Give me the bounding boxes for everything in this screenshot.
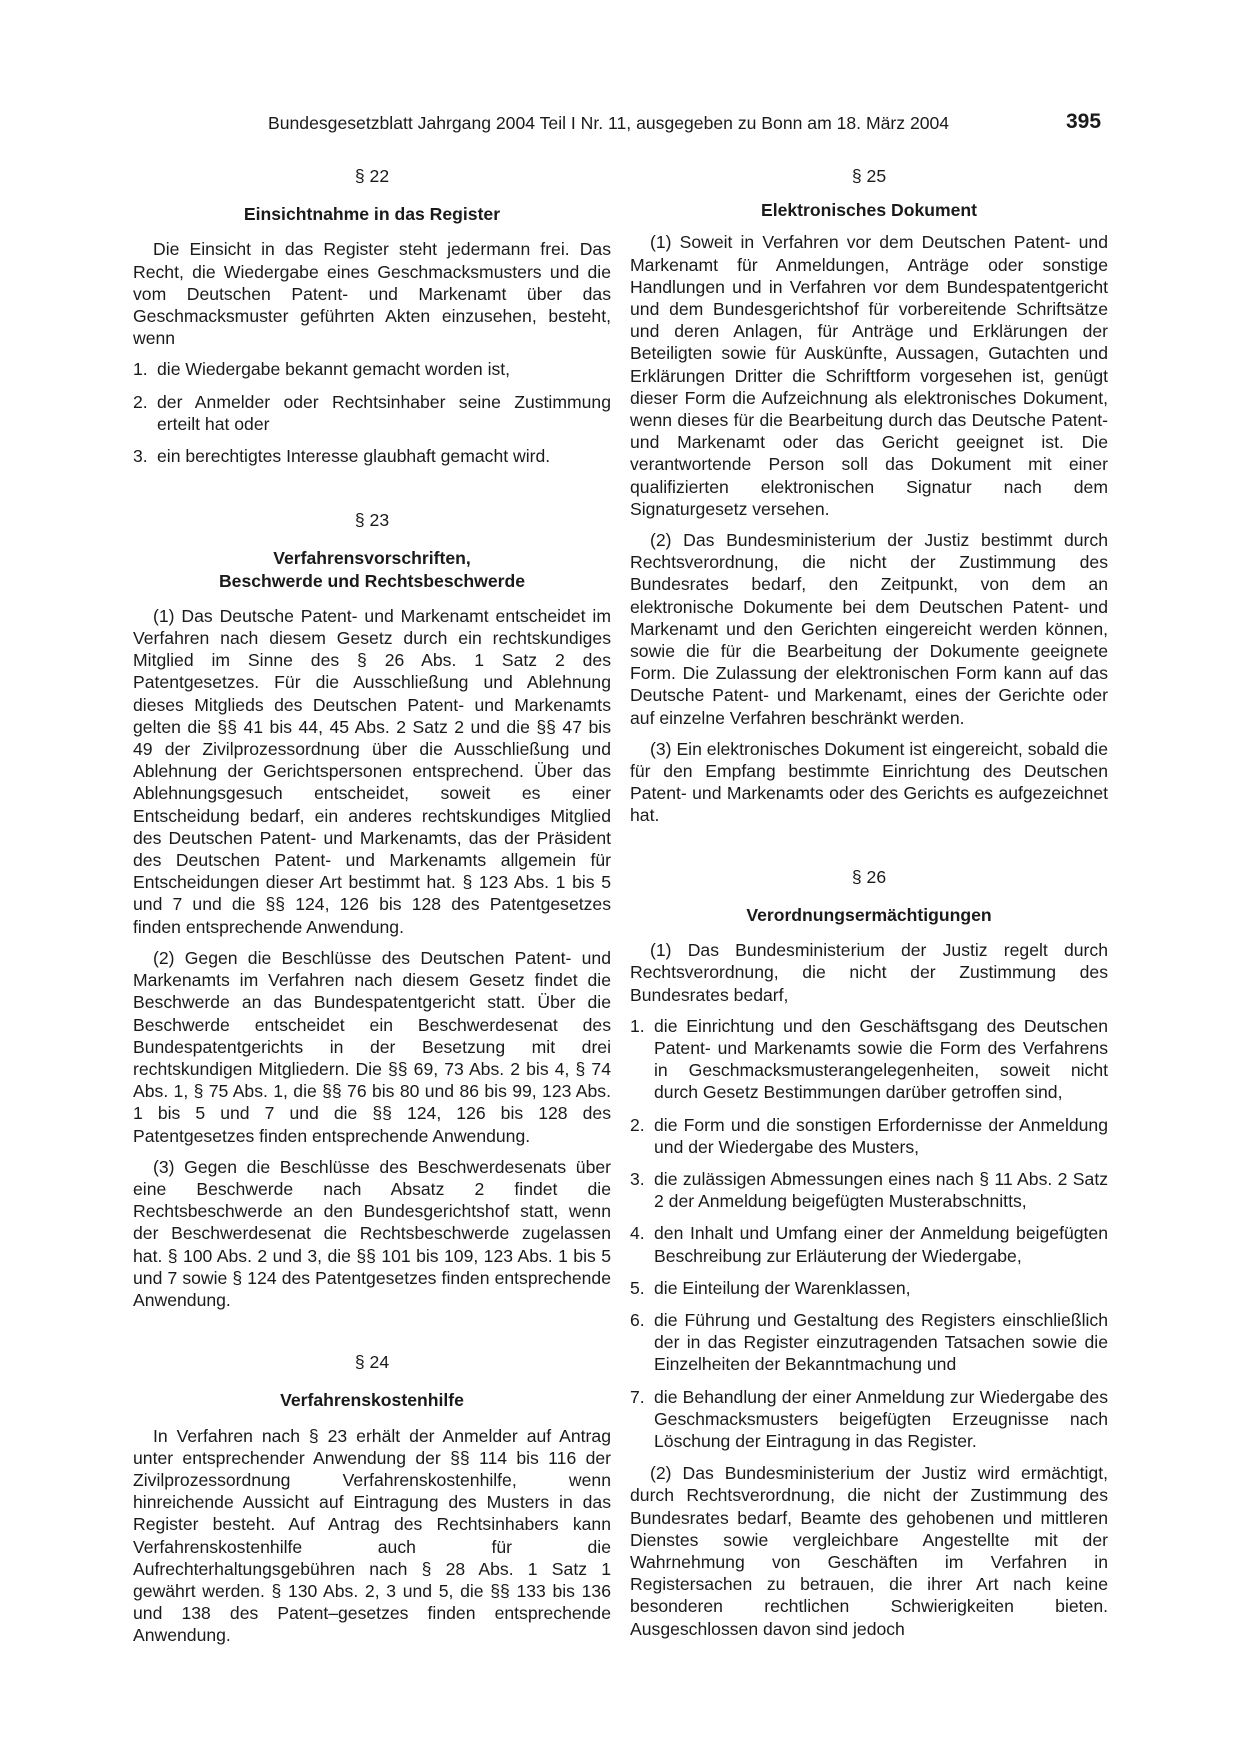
list-item [630, 1015, 1108, 1104]
list-item [133, 358, 611, 380]
item-number: 5. [630, 1277, 645, 1298]
section-title: Verordnungsermächtigungen [746, 904, 992, 925]
paragraph: Die Einsicht in das Register steht jedermann frei. Das Recht, die Wiedergabe eines Geschmacksmusters und die vom Deutschen Patent- und Markenamt über das Geschmacksmuster geführten Akten einzusehen, besteht, wenn [133, 239, 611, 349]
item-text: die Form und die sonstigen Erfordernisse der Anmeldung und der Wiedergabe des Musters, [654, 1114, 1108, 1157]
section-number: § 25 [851, 166, 887, 186]
left-column [133, 165, 611, 1656]
paragraph: (1) Das Bundesministerium der Justiz regelt durch Rechtsverordnung, die nicht der Zustimmung des Bundesrates bedarf, [630, 940, 1108, 1005]
item-number: 3. [133, 446, 148, 467]
item-text: die Wiedergabe bekannt gemacht worden ist, [157, 359, 511, 380]
paragraph: (2) Gegen die Beschlüsse des Deutschen Patent- und Markenamts im Verfahren nach diesem Gesetz findet die Beschwerde an das Bundespatentgericht statt. Über die Beschwerde entscheidet ein Beschwerdesenat des Bundespatentgerichts in der Besetzung mit drei rechtskundigen Mitgliedern. Die §§ 69, 73 Abs. 2 bis 4, § 74 Abs. 1, § 75 Abs. 1, die §§ 76 bis 80 und 86 bis 99, 123 Abs. 1 bis 5 und 7 und die §§ 124, 126 bis 128 des Patentgesetzes finden entsprechende Anwendung. [133, 947, 611, 1146]
paragraph: (1) Das Deutsche Patent- und Markenamt entscheidet im Verfahren nach diesem Gesetz durch ein rechtskundiges Mitglied im Sinne des § 26 Abs. 1 Satz 2 des Patentgesetzes. Für die Ausschließung und Ablehnung dieses Mitglieds des Deutschen Patent- und Markenamts gelten die §§ 41 bis 44, 45 Abs. 2 Satz 2 und die §§ 47 bis 49 der Zivilprozessordnung über die Ausschließung und Ablehnung der Gerichtspersonen entsprechend. Über das Ablehnungsgesuch entscheidet, soweit es einer Entscheidung bedarf, ein anderes rechtskundiges Mitglied des Deutschen Patent- und Markenamts, das der Präsident des Deutschen Patent- und Markenamts allgemein für Entscheidungen dieser Art bestimmt hat. § 123 Abs. 1 bis 5 und 7 und die §§ 124, 126 bis 128 des Patentgesetzes finden entsprechende Anwendung. [133, 605, 611, 937]
item-number: 4. [630, 1223, 645, 1244]
paragraph: (1) Soweit in Verfahren vor dem Deutschen Patent- und Markenamt für Anmeldungen, Anträge oder sonstige Handlungen und in Verfahren vor dem Bundespatentgericht und dem Bundesgerichtshof für vorbereitende Schriftsätze und deren Anlagen, für Anträge und Erklärungen der Beteiligten sowie für Auskünfte, Aussagen, Gutachten und Erklärungen Dritter die Schriftform vorgesehen ist, genügt dieser Form die Aufzeichnung als elektronisches Dokument, wenn dieses für die Bearbeitung durch das Deutsche Patent- und Markenamt oder das Gericht geeignet ist. Die verantwortende Person soll das Dokument mit einer qualifizierten elektronischen Signatur nach dem Signaturgesetz versehen. [630, 232, 1108, 519]
item-number: 2. [630, 1114, 645, 1135]
section-title: Elektronisches Dokument [760, 200, 978, 221]
section-number: § 22 [354, 166, 390, 186]
item-text: den Inhalt und Umfang einer der Anmeldung beigefügten Beschreibung zur Erläuterung der Wiedergabe, [654, 1223, 1108, 1266]
page-number: 395 [1066, 110, 1102, 133]
enumeration-list [630, 1015, 1108, 1452]
item-number: 1. [133, 359, 148, 380]
list-item [630, 1168, 1108, 1212]
list-item [630, 1277, 1108, 1299]
section-title-line: Verfahrensvorschriften, [273, 548, 471, 569]
item-text: die Führung und Gestaltung des Registers einschließlich der in das Register einzutragenden Tatsachen sowie die Einzelheiten der Bekanntmachung und [654, 1309, 1108, 1375]
list-item [630, 1222, 1108, 1266]
section-25 [630, 165, 1108, 827]
item-text: der Anmelder oder Rechtsinhaber seine Zustimmung erteilt hat oder [157, 391, 611, 434]
list-item [630, 1386, 1108, 1453]
paragraph: (2) Das Bundesministerium der Justiz wird ermächtigt, durch Rechtsverordnung, die nicht der Zustimmung des Bundesrates bedarf, Beamte des gehobenen und mittleren Dienstes sowie vergleichbare Angestellte mit der Wahrnehmung von Geschäften im Verfahren in Registersachen zu betrauen, die ihrer Art nach keine besonderen rechtlichen Schwierigkeiten bieten. Ausgeschlossen davon sind jedoch [630, 1463, 1108, 1639]
section-number: § 23 [354, 510, 390, 531]
paragraph: (2) Das Bundesministerium der Justiz bestimmt durch Rechtsverordnung, die nicht der Zustimmung des Bundesrates bedarf, den Zeitpunkt, von dem an elektronische Dokumente bei dem Deutschen Patent- und Markenamt und den Gerichten eingereicht werden können, sowie die für die Bearbeitung der Dokumente geeignete Form. Die Zulassung der elektronischen Form kann auf das Deutsche Patent- und Markenamt, eines der Gerichte oder auf einzelne Verfahren beschränkt werden. [630, 530, 1108, 728]
section-title: Einsichtnahme in das Register [243, 204, 501, 225]
section-number: § 26 [851, 866, 887, 887]
item-number: 2. [133, 391, 148, 412]
item-text: die zulässigen Abmessungen eines nach § 11 Abs. 2 Satz 2 der Anmeldung beigefügten Musterabschnitts, [654, 1168, 1108, 1212]
right-column [630, 165, 1108, 1649]
section-title-line: Beschwerde und Rechtsbeschwerde [218, 570, 526, 591]
list-item [133, 445, 611, 467]
list-item [630, 1309, 1108, 1376]
item-number: 3. [630, 1168, 645, 1189]
item-text: die Einrichtung und den Geschäftsgang des Deutschen Patent- und Markenamts sowie die Form des Verfahrens in Geschmacksmusterangelegenheiten, soweit nicht durch Gesetz Bestimmungen darüber getroffen sind, [654, 1015, 1108, 1103]
section-22 [133, 165, 611, 467]
list-item [630, 1114, 1108, 1158]
section-number: § 24 [354, 1352, 390, 1373]
item-number: 1. [630, 1015, 645, 1036]
item-number: 6. [630, 1309, 645, 1330]
list-item [133, 391, 611, 435]
section-24 [133, 1351, 611, 1646]
section-26 [630, 866, 1108, 1640]
paragraph: In Verfahren nach § 23 erhält der Anmelder auf Antrag unter entsprechender Anwendung der §§ 114 bis 116 der Zivilprozessordnung Verfahrenskostenhilfe, wenn hinreichende Aussicht auf Eintragung des Musters in das Register besteht. Auf Antrag des Rechtsinhabers kann Verfahrenskostenhilfe auch für die Aufrechterhaltungsgebühren nach § 28 Abs. 1 Satz 1 gewährt werden. § 130 Abs. 2, 3 und 5, die §§ 133 bis 136 und 138 des Patent–gesetzes finden entsprechende Anwendung. [133, 1425, 611, 1646]
section-title [133, 547, 611, 591]
item-text: die Einteilung der Warenklassen, [654, 1277, 911, 1298]
paragraph: (3) Ein elektronisches Dokument ist eingereicht, sobald die für den Empfang bestimmte Einrichtung des Deutschen Patent- und Markenamts oder des Gerichts es aufgezeichnet hat. [630, 738, 1108, 826]
section-23 [133, 509, 611, 1311]
paragraph: (3) Gegen die Beschlüsse des Beschwerdesenats über eine Beschwerde nach Absatz 2 findet die Rechtsbeschwerde an den Bundesgerichtshof statt, wenn der Beschwerdesenat die Rechtsbeschwerde zugelassen hat. § 100 Abs. 2 und 3, die §§ 101 bis 109, 123 Abs. 1 bis 5 und 7 sowie § 124 des Patentgesetzes finden entsprechende Anwendung. [133, 1156, 611, 1310]
item-number: 7. [630, 1386, 645, 1407]
section-title: Verfahrenskostenhilfe [280, 1390, 464, 1411]
running-header: Bundesgesetzblatt Jahrgang 2004 Teil I Nr. 11, ausgegeben zu Bonn am 18. März 2004 [268, 113, 950, 133]
item-text: ein berechtigtes Interesse glaubhaft gemacht wird. [157, 446, 551, 467]
item-text: die Behandlung der einer Anmeldung zur Wiedergabe des Geschmacksmusters beigefügten Erzeugnisse nach Löschung der Eintragung in das Register. [654, 1386, 1108, 1451]
enumeration-list [133, 358, 611, 467]
